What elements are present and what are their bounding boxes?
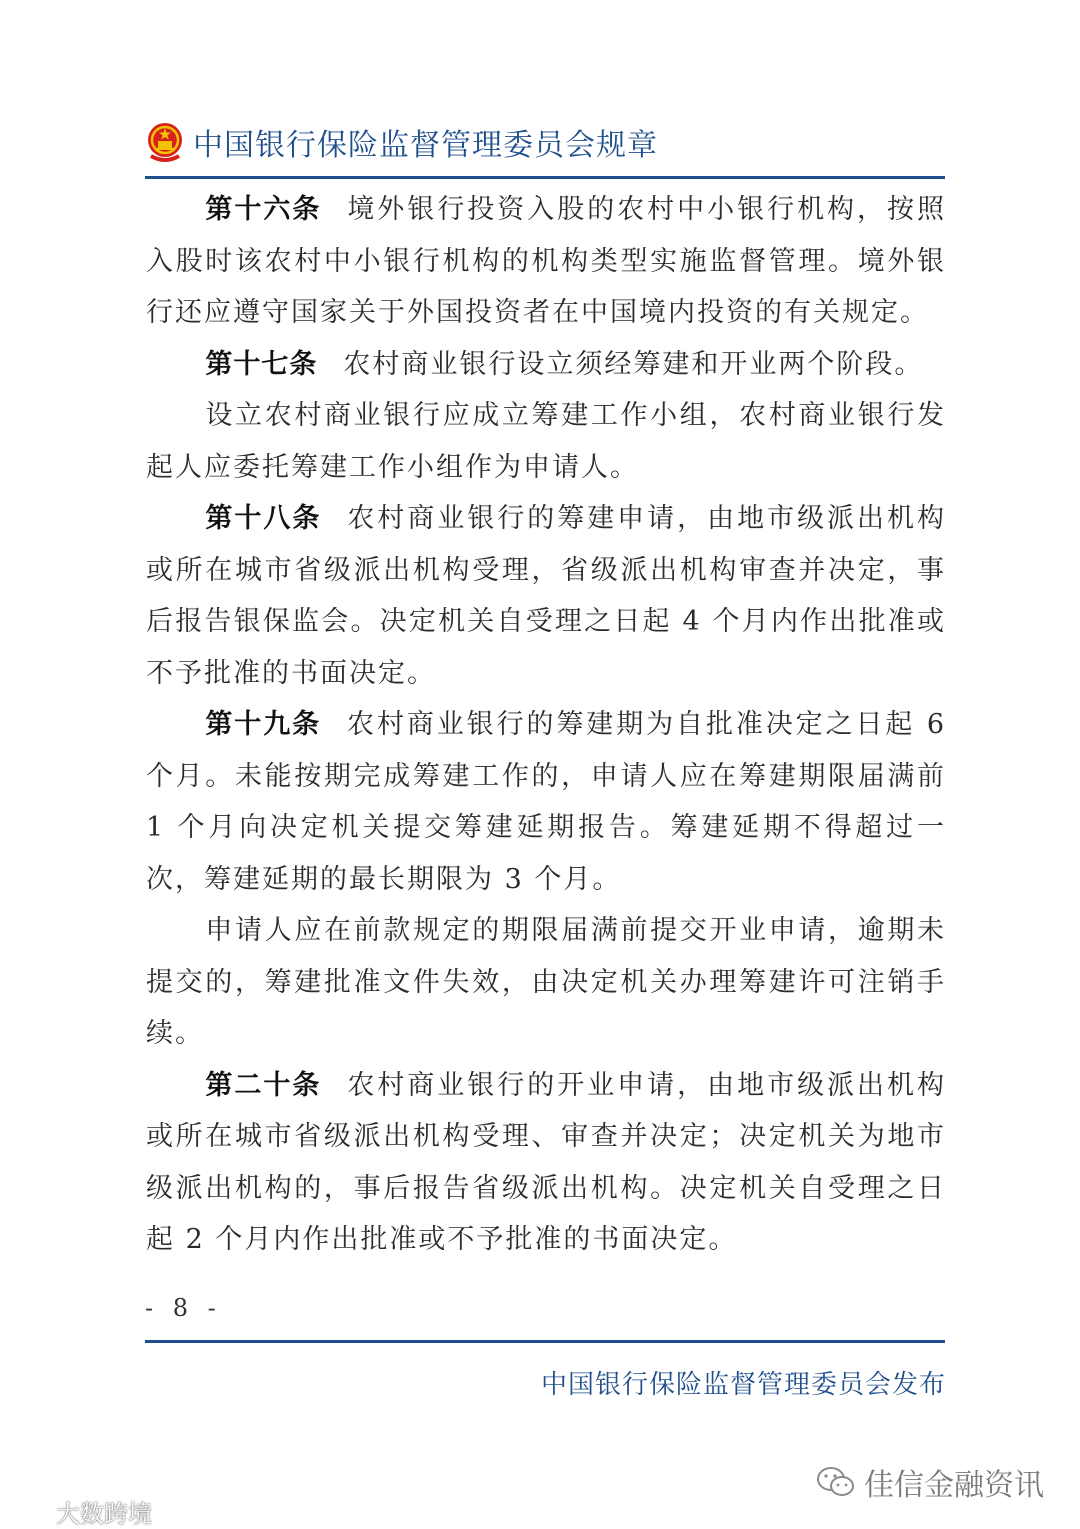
watermark-left-text: 大数跨境: [56, 1500, 152, 1528]
paragraph-article-16: [146, 184, 946, 339]
national-emblem-icon: [145, 120, 185, 164]
article-heading: 第十八条: [205, 503, 322, 534]
paragraph-article-20: [146, 1060, 946, 1266]
article-heading: 第十七条: [205, 348, 318, 380]
article-heading: 第十九条: [205, 709, 322, 740]
header-divider: [145, 176, 945, 179]
article-text: 农村商业银行的开业申请，由地市级派出机构或所在城市省级派出机构受理、审查并决定；决定机关为地市级派出机构的，事后报告省级派出机构。决定机关自受理之日起 2 个月内作出批准或不予批准的书面决定。: [146, 1069, 947, 1255]
paragraph-article-19: [146, 699, 946, 905]
page-number: - 8 -: [145, 1294, 222, 1322]
article-text: 农村商业银行的筹建期为自批准决定之日起 6 个月。未能按期完成筹建工作的，申请人应在筹建期限届满前 1 个月向决定机关提交筹建延期报告。筹建延期不得超过一次，筹建延期的最长期限为 3 个月。: [146, 709, 946, 895]
article-text: 境外银行投资入股的农村中小银行机构，按照入股时该农村中小银行机构的机构类型实施监督管理。境外银行还应遵守国家关于外国投资者在中国境内投资的有关规定。: [146, 194, 947, 328]
paragraph-article-18: [146, 493, 946, 699]
article-text: 申请人应在前款规定的期限届满前提交开业申请，逾期未提交的，筹建批准文件失效，由决定机关办理筹建许可注销手续。: [146, 915, 946, 1049]
article-text: 设立农村商业银行应成立筹建工作小组，农村商业银行发起人应委托筹建工作小组作为申请人。: [146, 400, 946, 483]
watermark-right: [816, 1460, 1044, 1504]
paragraph-article-17-clause: [146, 390, 946, 493]
footer-divider: [145, 1340, 945, 1343]
footer-publisher: 中国银行保险监督管理委员会发布: [540, 1370, 946, 1400]
watermark-left: [6, 1494, 152, 1529]
wechat-icon: [816, 1465, 856, 1499]
paragraph-article-19-clause: [146, 905, 946, 1060]
paragraph-article-17: [146, 339, 946, 391]
document-header: [145, 112, 945, 172]
article-heading: 第二十条: [205, 1069, 322, 1101]
document-body: [146, 184, 946, 1266]
header-title: 中国银行保险监督管理委员会规章: [193, 128, 658, 163]
article-heading: 第十六条: [205, 194, 322, 225]
watermark-logo-icon: [6, 1500, 52, 1524]
watermark-right-text: 佳信金融资讯: [864, 1468, 1044, 1503]
article-text: 农村商业银行的筹建申请，由地市级派出机构或所在城市省级派出机构受理，省级派出机构审查并决定，事后报告银保监会。决定机关自受理之日起 4 个月内作出批准或不予批准的书面决定。: [146, 503, 947, 689]
article-text: 农村商业银行设立须经筹建和开业两个阶段。: [343, 348, 924, 380]
